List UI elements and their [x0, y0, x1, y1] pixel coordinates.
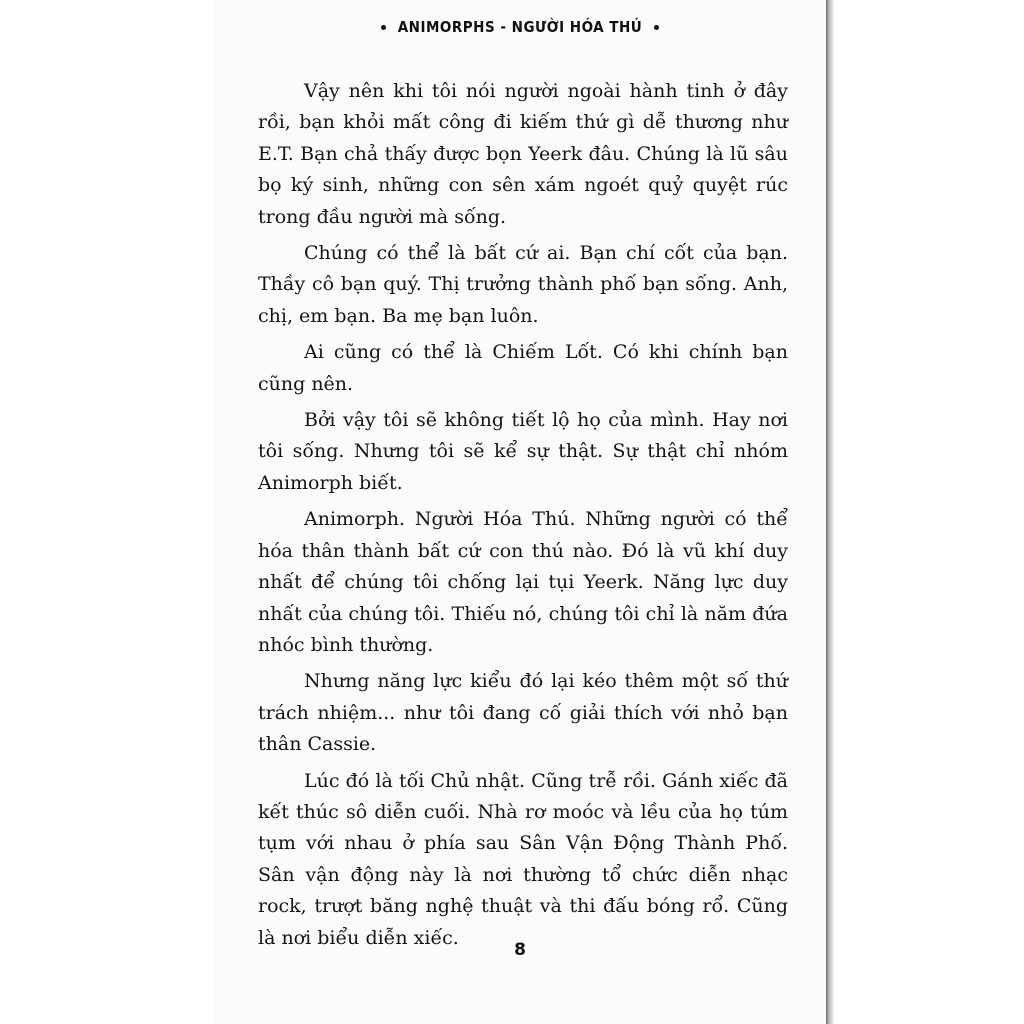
running-head	[214, 18, 826, 36]
paragraph: Vậy nên khi tôi nói người ngoài hành tinh ở đây rồi, bạn khỏi mất công đi kiếm thứ gì dễ thương như E.T. Bạn chả thấy được bọn Yeerk đâu. Chúng là lũ sâu bọ ký sinh, những con sên xám ngoét quỷ quyệt rúc trong đầu người mà sống.	[258, 80, 788, 228]
body-text	[258, 76, 788, 954]
page-number: 8	[514, 940, 526, 960]
paragraph: Ai cũng có thể là Chiếm Lốt. Có khi chính bạn cũng nên.	[258, 341, 788, 395]
bullet-dot-icon	[654, 25, 659, 30]
running-head-title: ANIMORPHS - NGƯỜI HÓA THÚ	[397, 18, 643, 36]
bullet-dot-icon	[381, 25, 386, 30]
paragraph: Lúc đó là tối Chủ nhật. Cũng trễ rồi. Gánh xiếc đã kết thúc sô diễn cuối. Nhà rơ moóc và lều của họ túm tụm với nhau ở phía sau Sân Vận Động Thành Phố. Sân vận động này là nơi thường tổ chức diễn nhạc rock, trượt băng nghệ thuật và thi đấu bóng rổ. Cũng là nơi biểu diễn xiếc.	[258, 769, 788, 949]
page-edge-shadow	[826, 0, 834, 1024]
book-page	[214, 0, 826, 1024]
paragraph: Bởi vậy tôi sẽ không tiết lộ họ của mình. Hay nơi tôi sống. Nhưng tôi sẽ kể sự thật. Sự thật chỉ nhóm Animorph biết.	[258, 409, 788, 494]
paragraph: Nhưng năng lực kiểu đó lại kéo thêm một số thứ trách nhiệm... như tôi đang cố giải thích với nhỏ bạn thân Cassie.	[258, 670, 788, 756]
paragraph: Chúng có thể là bất cứ ai. Bạn chí cốt của bạn. Thầy cô bạn quý. Thị trưởng thành phố bạn sống. Anh, chị, em bạn. Ba mẹ bạn luôn.	[258, 242, 788, 327]
paragraph: Animorph. Người Hóa Thú. Những người có thể hóa thân thành bất cứ con thú nào. Đó là vũ khí duy nhất để chúng tôi chống lại tụi Yeerk. Năng lực duy nhất của chúng tôi. Thiếu nó, chúng tôi chỉ là năm đứa nhóc bình thường.	[258, 508, 788, 656]
